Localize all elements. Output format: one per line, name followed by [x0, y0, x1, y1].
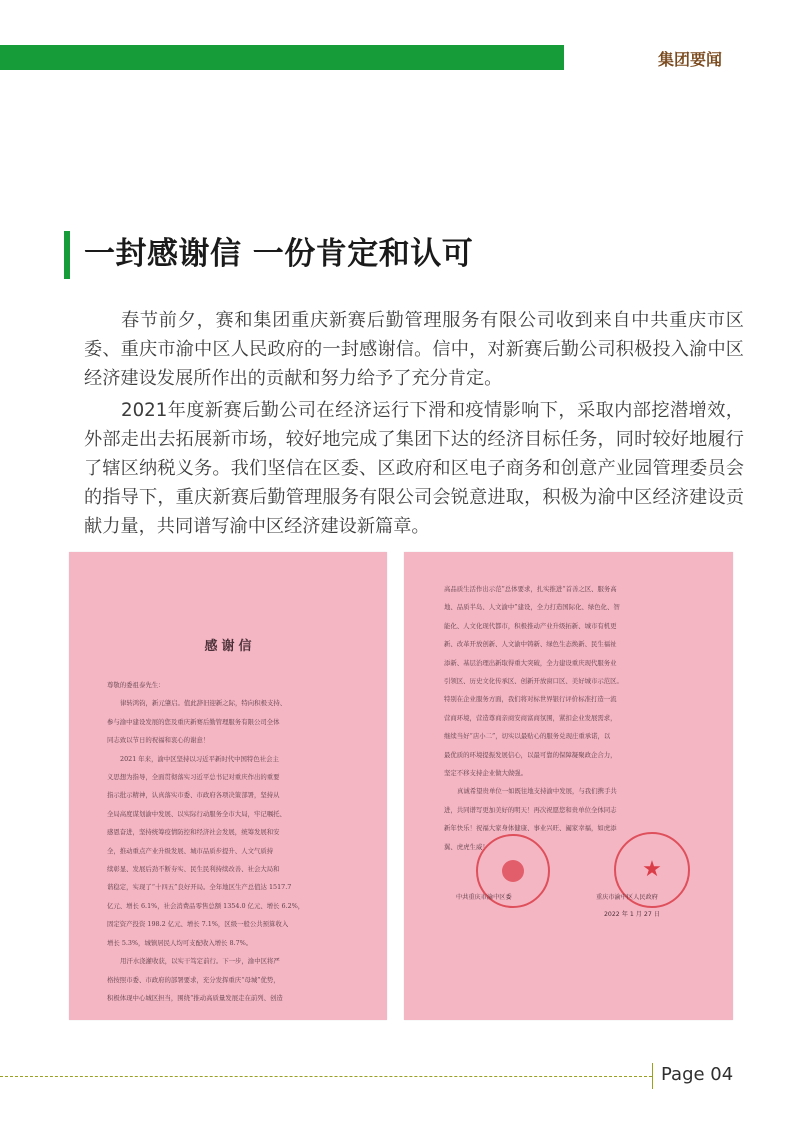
letter-line: 添新、基层治理出新取得重大突破，全力建设重庆现代服务业	[444, 658, 617, 667]
letter-line: 尊敬的委祖泰先生：	[107, 681, 165, 689]
signature-government: 重庆市渝中区人民政府	[596, 894, 658, 901]
article-paragraph-1: 春节前夕，赛和集团重庆新赛后勤管理服务有限公司收到来自中共重庆市区委、重庆市渝中区人民政府的一封感谢信。信中，对新赛后勤公司积极投入渝中区经济建设发展所作出的贡献和努力给予了充分肯定。	[84, 310, 744, 389]
letter-line: 格按照市委、市政府的部署要求，充分发挥重庆“母城”优势，	[107, 975, 280, 984]
letter-line: 义思想为指导，全面贯彻落实习近平总书记对重庆作出的重要	[107, 773, 280, 782]
title-accent-bar	[64, 231, 70, 279]
thank-you-letter-page-1	[69, 552, 387, 1020]
letter-line: 营商环境，营造尊商亲商安商富商氛围，紧扣企业发展需求，	[444, 713, 617, 722]
page-number: Page 04	[661, 1064, 734, 1085]
article-title: 一封感谢信 一份肯定和认可	[84, 236, 474, 272]
letter-line: 增长 5.3%，城镇居民人均可支配收入增长 8.7%。	[107, 938, 253, 947]
letter-date: 2022 年 1 月 27 日	[604, 911, 660, 918]
letter-line: 2021 年来，渝中区坚持以习近平新时代中国特色社会主	[120, 754, 279, 763]
letter-line: 坚定不移支持企业做大做强。	[444, 769, 528, 778]
letter-line: 谐稳定，实现了“十四五”良好开局。全年地区生产总值达 1517.7	[107, 883, 292, 892]
letter-line: 新年快乐！祝福大家身体健康、事业兴旺、阖家幸福，如虎添	[444, 824, 617, 833]
letter-line: 指示批示精神，认真落实市委、市政府各项决策部署，坚持从	[107, 791, 280, 800]
letter-body-page-1	[107, 676, 353, 1007]
letter-line: 能化、人文化现代都市，积极推动产业升级拓新、城市有机更	[444, 621, 617, 630]
letter-line: 续彰显、发展后劲不断夯实、民生民利持续改善、社会大局和	[107, 865, 280, 874]
footer-dashed-line	[0, 1076, 652, 1077]
letter-line: 真诚希望贵单位一如既往地支持渝中发展，与我们携手共	[457, 787, 617, 796]
letter-line: 积极体现中心城区担当，围绕“推动高质量发展走在前列、创造	[107, 993, 283, 1002]
letter-line: 参与渝中建设发展的您及重庆新赛后勤管理服务有限公司全体	[107, 717, 280, 726]
header-green-bar	[0, 45, 564, 70]
party-emblem-icon	[502, 860, 524, 882]
letter-line: 用汗水浇灌收获，以实干笃定前行。下一步，渝中区将严	[120, 957, 280, 966]
national-emblem-icon: ★	[642, 857, 662, 882]
signature-party-committee: 中共重庆市渝中区委	[456, 894, 512, 901]
letter-line: 进，共同谱写更加美好的明天！再次祝愿您和贵单位全体同志	[444, 805, 617, 814]
letter-line: 继续当好“店小二”，切实以最贴心的服务兑现庄重承诺，以	[444, 732, 611, 741]
letter-line: 引领区、历史文化传承区、创新开放窗口区、美好城市示范区。	[444, 677, 623, 686]
letter-line: 感恩奋进，坚持统筹疫情防控和经济社会发展，统筹发展和安	[107, 828, 280, 837]
letter-line: 翼、虎虎生威！	[444, 842, 489, 851]
thank-you-letter-page-2	[404, 552, 733, 1020]
letter-line: 新、改革开放创新、人文渝中铸新、绿色生态焕新、民生福祉	[444, 640, 617, 649]
section-label: 集团要闻	[658, 50, 723, 69]
letter-line: 亿元、增长 6.1%，社会消费品零售总额 1354.0 亿元、增长 6.2%，	[107, 901, 305, 910]
article-paragraph-2: 2021年度新赛后勤公司在经济运行下滑和疫情影响下，采取内部挖潜增效，外部走出去拓展新市场，较好地完成了集团下达的经济目标任务，同时较好地履行了辖区纳税义务。我们坚信在区委、区政府和区电子商务和创意产业园管理委员会的指导下，重庆新赛后勤管理服务有限公司会锐意进取，积极为渝中区经济建设贡献力量，共同谱写渝中区经济建设新篇章。	[84, 400, 744, 537]
letter-line: 同志致以节日的祝福和衷心的谢意！	[107, 736, 210, 745]
letter-line: 高品质生活作出示范”总体要求，扎实推进“首善之区、服务高	[444, 585, 617, 593]
letter-body-page-2	[444, 580, 693, 856]
letter-line: 最优质的环境提振发展信心，以最可靠的保障凝聚政企合力，	[444, 750, 617, 759]
letter-line: 特别在企业服务方面，我们将对标世界银行评价标准打造一流	[444, 695, 617, 704]
letter-line: 地、品质半岛、人文渝中”建设，全力打造国际化、绿色化、智	[444, 603, 620, 612]
letter-line: 全，推动重点产业升级发展、城市品质步提升、人文气质持	[107, 846, 274, 855]
letter-line: 律转鸿钧，新元肇启。值此辞旧迎新之际，特向积极支持、	[120, 699, 287, 708]
letter-heading: 感谢信	[204, 639, 256, 654]
letter-line: 固定资产投资 198.2 亿元、增长 7.1%，区级一般公共预算收入	[107, 920, 289, 929]
letter-line: 全局高度谋划渝中发展、以实际行动服务全市大局，牢记嘱托、	[107, 809, 286, 818]
